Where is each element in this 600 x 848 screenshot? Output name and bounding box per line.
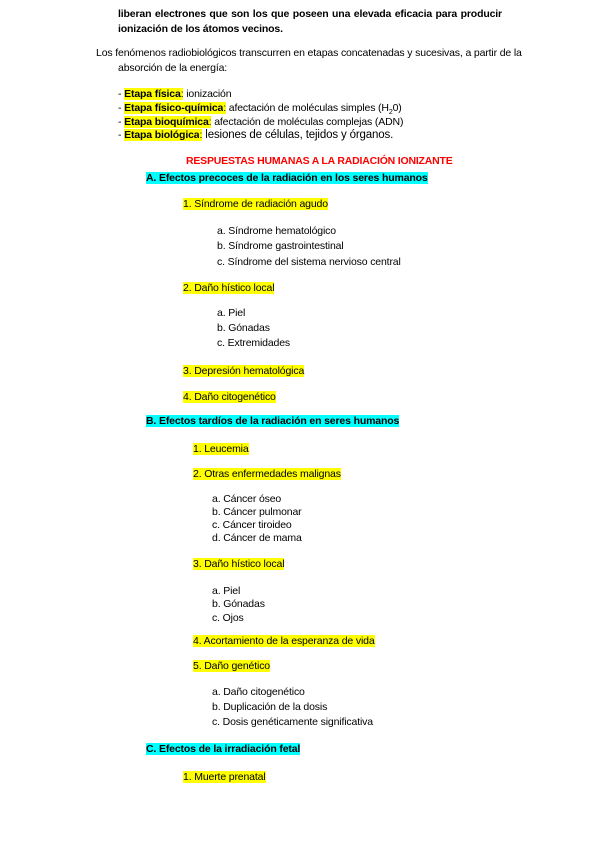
section-b-item-1: 1. Leucemia bbox=[193, 443, 249, 455]
section-b-item-4: 4. Acortamiento de la esperanza de vida bbox=[193, 635, 375, 647]
intro-line-2: ionización de los átomos vecinos. bbox=[118, 23, 283, 35]
list-item: d. Cáncer de mama bbox=[212, 532, 302, 544]
stage-label: Etapa biológica bbox=[124, 129, 200, 141]
list-item: c. Cáncer tiroideo bbox=[212, 519, 292, 531]
section-c-title: C. Efectos de la irradiación fetal bbox=[146, 743, 301, 755]
list-item: b. Gónadas bbox=[212, 598, 265, 610]
section-b-item-3: 3. Daño hístico local bbox=[193, 558, 285, 570]
stage-label: Etapa bioquímica bbox=[124, 116, 209, 128]
section-a-item-3: 3. Depresión hematológica bbox=[183, 365, 305, 377]
section-a-item-4: 4. Daño citogenético bbox=[183, 391, 276, 403]
stage-item: - Etapa bioquímica: afectación de moléculas complejas (ADN) bbox=[118, 116, 404, 128]
section-b-title: B. Efectos tardíos de la radiación en seres humanos bbox=[146, 415, 400, 427]
list-item: c. Síndrome del sistema nervioso central bbox=[217, 256, 401, 268]
list-item: a. Piel bbox=[217, 307, 246, 319]
list-item: c. Ojos bbox=[212, 612, 244, 624]
list-item: b. Duplicación de la dosis bbox=[212, 701, 328, 713]
section-b-item-5: 5. Daño genético bbox=[193, 660, 270, 672]
intro-line-1: liberan electrones que son los que poseen una elevada eficacia para producir bbox=[118, 8, 502, 20]
section-c-item-1: 1. Muerte prenatal bbox=[183, 771, 266, 783]
list-item: a. Piel bbox=[212, 585, 241, 597]
paragraph-text: Los fenómenos radiobiológicos transcurren en etapas concatenadas y sucesivas, a partir de la bbox=[96, 47, 522, 59]
list-item: a. Síndrome hematológico bbox=[217, 225, 336, 237]
stage-item: - Etapa biológica: lesiones de células, tejidos y órganos. bbox=[118, 129, 394, 141]
stage-label: Etapa físico-química bbox=[124, 102, 224, 114]
stage-label: Etapa física bbox=[124, 88, 181, 100]
list-item: b. Gónadas bbox=[217, 322, 270, 334]
section-a-item-2: 2. Daño hístico local bbox=[183, 282, 275, 294]
list-item: c. Extremidades bbox=[217, 337, 291, 349]
bullet-paragraph-line-2: absorción de la energía: bbox=[118, 62, 228, 74]
stage-item: - Etapa física: ionización bbox=[118, 88, 232, 100]
bullet-paragraph-line-1 bbox=[96, 47, 522, 59]
list-item: c. Dosis genéticamente significativa bbox=[212, 716, 373, 728]
section-b-item-2: 2. Otras enfermedades malignas bbox=[193, 468, 341, 480]
list-item: b. Cáncer pulmonar bbox=[212, 506, 302, 518]
list-item: a. Cáncer óseo bbox=[212, 493, 282, 505]
section-a-title: A. Efectos precoces de la radiación en los seres humanos bbox=[146, 172, 428, 184]
section-a-item-1: 1. Síndrome de radiación agudo bbox=[183, 198, 328, 210]
stage-item: - Etapa físico-química: afectación de moléculas simples $(H_20)$ bbox=[118, 102, 402, 117]
list-item: b. Síndrome gastrointestinal bbox=[217, 240, 344, 252]
main-title: RESPUESTAS HUMANAS A LA RADIACIÓN IONIZANTE bbox=[186, 155, 453, 167]
list-item: a. Daño citogenético bbox=[212, 686, 305, 698]
